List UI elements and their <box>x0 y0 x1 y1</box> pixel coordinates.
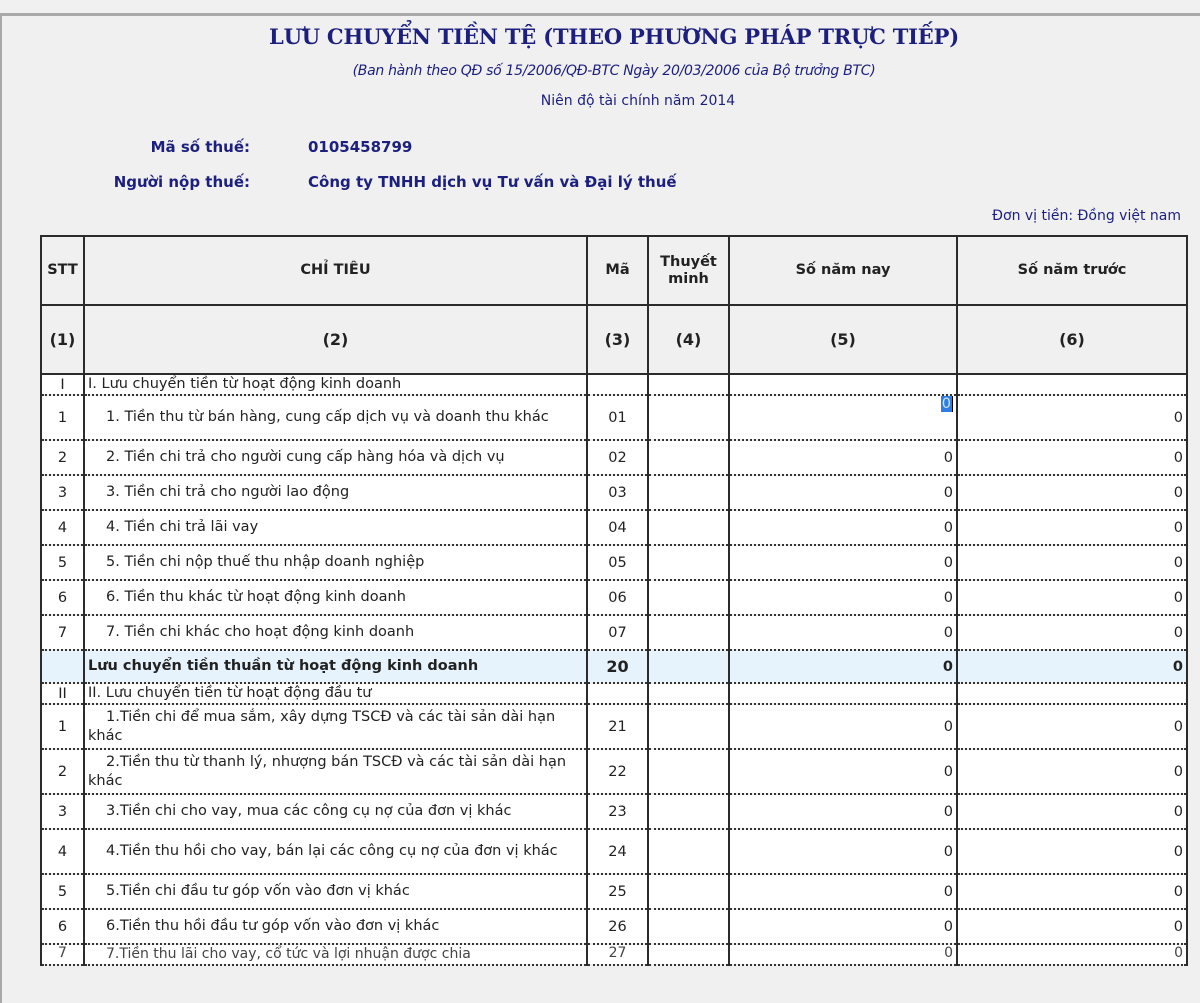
fiscal-year: Niên độ tài chính năm 2014 <box>540 93 736 109</box>
indicator-label: 1.Tiền chi để mua sắm, xây dựng TSCĐ và các tài sản dài hạn khác <box>88 708 556 744</box>
row-stt: 3 <box>41 794 84 829</box>
row-code: 24 <box>587 829 648 874</box>
row-indicator <box>84 749 587 794</box>
previous-year-cell <box>957 683 1187 704</box>
previous-year-cell[interactable]: 0 <box>957 440 1187 475</box>
current-year-cell[interactable]: 0 <box>729 580 957 615</box>
row-code: 23 <box>587 794 648 829</box>
header-row <box>41 236 1187 305</box>
indicator-label: 4. Tiền chi trả lãi vay <box>106 519 259 535</box>
note-cell[interactable] <box>648 704 729 749</box>
row-stt <box>41 650 84 683</box>
current-year-cell: 0 <box>729 650 957 683</box>
note-cell[interactable] <box>648 944 729 965</box>
table-row <box>41 944 1187 965</box>
row-indicator <box>84 545 587 580</box>
col-number-1: (1) <box>41 305 84 374</box>
indicator-label: 1. Tiền thu từ bán hàng, cung cấp dịch vụ và doanh thu khác <box>106 409 549 425</box>
current-year-cell[interactable]: 0 <box>729 704 957 749</box>
note-cell[interactable] <box>648 440 729 475</box>
row-indicator: II. Lưu chuyển tiền từ hoạt động đầu tư <box>84 683 587 704</box>
selected-value[interactable]: 0 <box>941 396 951 412</box>
row-stt: 7 <box>41 944 84 965</box>
report-subtitle: (Ban hành theo QĐ số 15/2006/QĐ-BTC Ngày 20/03/2006 của Bộ trưởng BTC) <box>352 63 876 79</box>
row-stt: 6 <box>41 909 84 944</box>
col-header-current-year: Số năm nay <box>729 236 957 305</box>
current-year-cell[interactable] <box>729 395 957 440</box>
row-indicator <box>84 395 587 440</box>
col-header-code: Mã <box>587 236 648 305</box>
col-number-3: (3) <box>587 305 648 374</box>
table-row <box>41 794 1187 829</box>
row-indicator <box>84 944 587 965</box>
report-title: LƯU CHUYỂN TIỀN TỆ (THEO PHƯƠNG PHÁP TRỰC TIẾP) <box>269 24 959 49</box>
note-cell[interactable] <box>648 874 729 909</box>
col-header-note: Thuyết minh <box>648 236 729 305</box>
note-cell[interactable] <box>648 580 729 615</box>
indicator-label: 7.Tiền thu lãi cho vay, cổ tức và lợi nhuận được chia <box>106 946 471 962</box>
col-header-stt: STT <box>41 236 84 305</box>
column-number-row <box>41 305 1187 374</box>
current-year-cell <box>729 683 957 704</box>
section-row <box>41 683 1187 704</box>
note-cell <box>648 374 729 395</box>
row-stt: 4 <box>41 829 84 874</box>
note-cell[interactable] <box>648 615 729 650</box>
note-cell[interactable] <box>648 794 729 829</box>
indicator-label: 3.Tiền chi cho vay, mua các công cụ nợ của đơn vị khác <box>106 803 512 819</box>
previous-year-cell: 0 <box>957 650 1187 683</box>
row-indicator: Lưu chuyển tiền thuần từ hoạt động kinh doanh <box>84 650 587 683</box>
current-year-cell[interactable]: 0 <box>729 944 957 965</box>
row-stt: 1 <box>41 704 84 749</box>
previous-year-cell[interactable]: 0 <box>957 545 1187 580</box>
previous-year-cell[interactable]: 0 <box>957 580 1187 615</box>
row-indicator <box>84 794 587 829</box>
row-stt: 6 <box>41 580 84 615</box>
col-header-indicator: CHỈ TIÊU <box>84 236 587 305</box>
row-indicator <box>84 475 587 510</box>
note-cell[interactable] <box>648 545 729 580</box>
previous-year-cell[interactable]: 0 <box>957 510 1187 545</box>
table-row <box>41 874 1187 909</box>
table-row <box>41 909 1187 944</box>
previous-year-cell[interactable]: 0 <box>957 909 1187 944</box>
current-year-cell[interactable]: 0 <box>729 749 957 794</box>
note-cell[interactable] <box>648 829 729 874</box>
current-year-cell[interactable]: 0 <box>729 615 957 650</box>
previous-year-cell[interactable]: 0 <box>957 475 1187 510</box>
row-stt: 5 <box>41 874 84 909</box>
current-year-cell[interactable]: 0 <box>729 545 957 580</box>
table-row <box>41 440 1187 475</box>
previous-year-cell[interactable]: 0 <box>957 704 1187 749</box>
note-cell <box>648 650 729 683</box>
indicator-label: 6.Tiền thu hồi đầu tư góp vốn vào đơn vị khác <box>106 918 440 934</box>
current-year-cell[interactable]: 0 <box>729 794 957 829</box>
row-code: 25 <box>587 874 648 909</box>
indicator-label: 5.Tiền chi đầu tư góp vốn vào đơn vị khác <box>106 883 410 899</box>
note-cell <box>648 683 729 704</box>
current-year-cell[interactable]: 0 <box>729 475 957 510</box>
table-row <box>41 615 1187 650</box>
col-number-5: (5) <box>729 305 957 374</box>
taxpayer-name-value: Công ty TNHH dịch vụ Tư vấn và Đại lý thuế <box>308 173 677 191</box>
row-code <box>587 683 648 704</box>
previous-year-cell[interactable]: 0 <box>957 794 1187 829</box>
row-code: 02 <box>587 440 648 475</box>
taxpayer-name-label: Người nộp thuế: <box>113 173 250 191</box>
row-code: 26 <box>587 909 648 944</box>
tax-code-value: 0105458799 <box>308 138 413 156</box>
previous-year-cell[interactable]: 0 <box>957 829 1187 874</box>
row-code <box>587 374 648 395</box>
row-code: 06 <box>587 580 648 615</box>
indicator-label: 6. Tiền thu khác từ hoạt động kinh doanh <box>106 589 406 605</box>
col-header-previous-year: Số năm trước <box>957 236 1187 305</box>
row-indicator <box>84 704 587 749</box>
table-row <box>41 510 1187 545</box>
table-row <box>41 749 1187 794</box>
row-stt: 2 <box>41 440 84 475</box>
row-stt: II <box>41 683 84 704</box>
current-year-cell[interactable]: 0 <box>729 829 957 874</box>
note-cell[interactable] <box>648 510 729 545</box>
total-row <box>41 650 1187 683</box>
previous-year-cell[interactable]: 0 <box>957 395 1187 440</box>
row-code: 04 <box>587 510 648 545</box>
indicator-label: 3. Tiền chi trả cho người lao động <box>106 484 350 500</box>
row-stt: 5 <box>41 545 84 580</box>
note-cell[interactable] <box>648 749 729 794</box>
row-indicator <box>84 829 587 874</box>
previous-year-cell[interactable]: 0 <box>957 944 1187 965</box>
row-indicator: I. Lưu chuyển tiền từ hoạt động kinh doanh <box>84 374 587 395</box>
col-number-4: (4) <box>648 305 729 374</box>
row-indicator <box>84 580 587 615</box>
row-stt: 2 <box>41 749 84 794</box>
tax-code-label: Mã số thuế: <box>150 138 250 156</box>
row-stt: 3 <box>41 475 84 510</box>
row-indicator <box>84 909 587 944</box>
row-code: 05 <box>587 545 648 580</box>
previous-year-cell <box>957 374 1187 395</box>
row-indicator <box>84 510 587 545</box>
row-code: 20 <box>587 650 648 683</box>
indicator-label: 5. Tiền chi nộp thuế thu nhập doanh nghiệp <box>106 554 425 570</box>
row-code: 21 <box>587 704 648 749</box>
currency-unit: Đơn vị tiền: Đồng việt nam <box>992 208 1181 224</box>
table-row <box>41 829 1187 874</box>
previous-year-cell[interactable]: 0 <box>957 615 1187 650</box>
section-row <box>41 374 1187 395</box>
current-year-cell[interactable]: 0 <box>729 510 957 545</box>
row-code: 07 <box>587 615 648 650</box>
row-code: 01 <box>587 395 648 440</box>
row-stt: I <box>41 374 84 395</box>
table-row <box>41 545 1187 580</box>
note-cell[interactable] <box>648 395 729 440</box>
row-code: 27 <box>587 944 648 965</box>
table-row <box>41 475 1187 510</box>
row-code: 22 <box>587 749 648 794</box>
row-code: 03 <box>587 475 648 510</box>
indicator-label: 2. Tiền chi trả cho người cung cấp hàng hóa và dịch vụ <box>106 449 505 465</box>
row-indicator <box>84 874 587 909</box>
col-number-2: (2) <box>84 305 587 374</box>
indicator-label: 7. Tiền chi khác cho hoạt động kinh doanh <box>106 624 415 640</box>
current-year-cell <box>729 374 957 395</box>
current-year-cell[interactable]: 0 <box>729 440 957 475</box>
row-stt: 4 <box>41 510 84 545</box>
indicator-label: 4.Tiền thu hồi cho vay, bán lại các công cụ nợ của đơn vị khác <box>106 843 558 859</box>
row-stt: 1 <box>41 395 84 440</box>
indicator-label: 2.Tiền thu từ thanh lý, nhượng bán TSCĐ và các tài sản dài hạn khác <box>88 753 567 789</box>
table-row <box>41 580 1187 615</box>
note-cell[interactable] <box>648 475 729 510</box>
table-row <box>41 704 1187 749</box>
current-year-cell[interactable]: 0 <box>729 874 957 909</box>
cash-flow-table <box>40 235 1188 966</box>
table-row <box>41 395 1187 440</box>
previous-year-cell[interactable]: 0 <box>957 749 1187 794</box>
note-cell[interactable] <box>648 909 729 944</box>
row-stt: 7 <box>41 615 84 650</box>
row-indicator <box>84 615 587 650</box>
current-year-cell[interactable]: 0 <box>729 909 957 944</box>
col-number-6: (6) <box>957 305 1187 374</box>
previous-year-cell[interactable]: 0 <box>957 874 1187 909</box>
row-indicator <box>84 440 587 475</box>
